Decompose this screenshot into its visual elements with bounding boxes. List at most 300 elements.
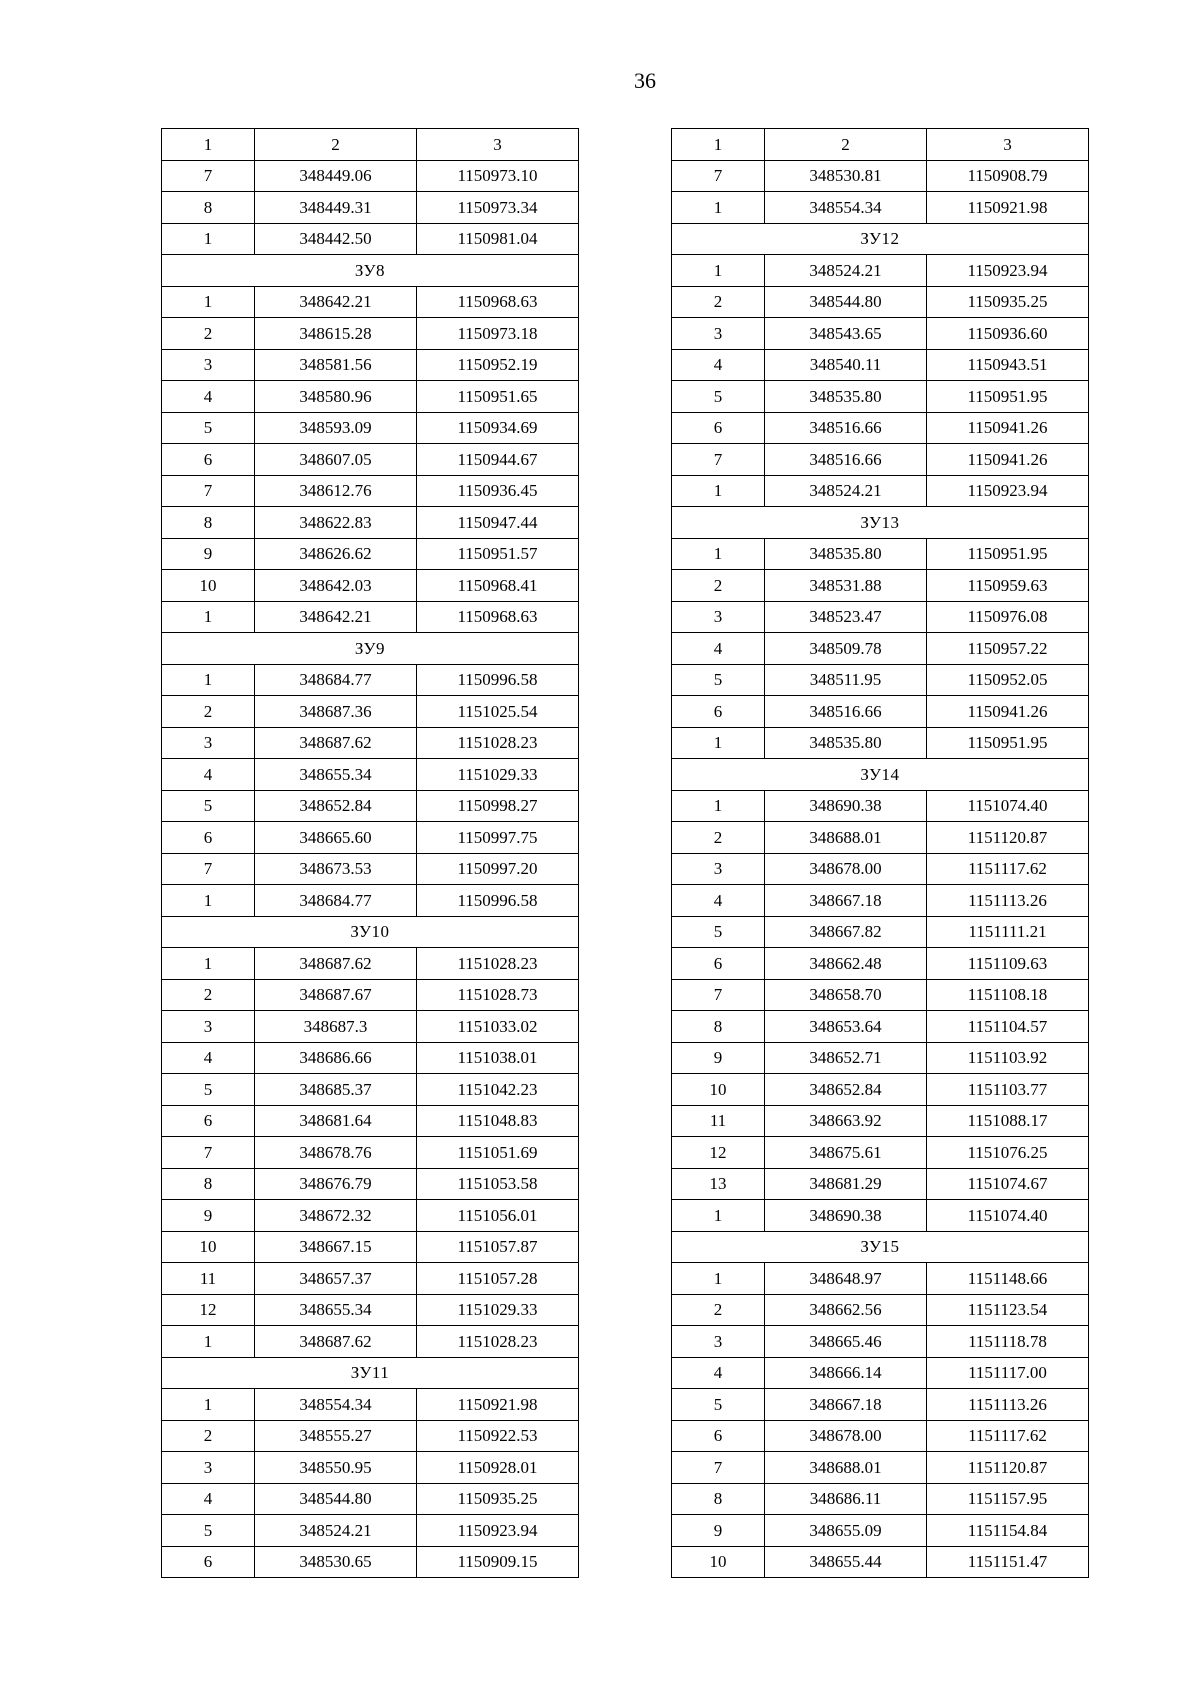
section-title: ЗУ13 [672,507,1089,539]
table-row [162,381,579,413]
y-coordinate-cell: 1151103.92 [927,1042,1089,1074]
table-row [672,1263,1089,1295]
point-number-cell: 1 [162,286,255,318]
y-coordinate-cell: 1150973.10 [417,160,579,192]
x-coordinate-cell: 348688.01 [765,822,927,854]
x-coordinate-cell: 348535.80 [765,727,927,759]
point-number-cell: 6 [672,412,765,444]
x-coordinate-cell: 348684.77 [255,664,417,696]
x-coordinate-cell: 348665.46 [765,1326,927,1358]
x-coordinate-cell: 348652.71 [765,1042,927,1074]
table-row [672,412,1089,444]
x-coordinate-cell: 348678.00 [765,1420,927,1452]
section-title: ЗУ14 [672,759,1089,791]
point-number-cell: 5 [162,790,255,822]
x-coordinate-cell: 348626.62 [255,538,417,570]
x-coordinate-cell: 348516.66 [765,444,927,476]
y-coordinate-cell: 1150957.22 [927,633,1089,665]
y-coordinate-cell: 1151118.78 [927,1326,1089,1358]
y-coordinate-cell: 1150998.27 [417,790,579,822]
y-coordinate-cell: 1150921.98 [417,1389,579,1421]
point-number-cell: 4 [672,1357,765,1389]
table-row [672,853,1089,885]
point-number-cell: 1 [162,948,255,980]
point-number-cell: 7 [162,853,255,885]
x-coordinate-cell: 348667.82 [765,916,927,948]
y-coordinate-cell: 1150943.51 [927,349,1089,381]
point-number-cell: 10 [162,570,255,602]
point-number-cell: 2 [162,1420,255,1452]
column-number-cell: 3 [417,129,579,161]
x-coordinate-cell: 348678.76 [255,1137,417,1169]
table-row [162,1137,579,1169]
x-coordinate-cell: 348652.84 [765,1074,927,1106]
x-coordinate-cell: 348666.14 [765,1357,927,1389]
x-coordinate-cell: 348655.34 [255,1294,417,1326]
point-number-cell: 2 [162,696,255,728]
point-number-cell: 2 [162,318,255,350]
y-coordinate-cell: 1150973.34 [417,192,579,224]
y-coordinate-cell: 1151088.17 [927,1105,1089,1137]
y-coordinate-cell: 1151028.23 [417,1326,579,1358]
point-number-cell: 8 [672,1483,765,1515]
table-row [672,822,1089,854]
point-number-cell: 1 [672,790,765,822]
point-number-cell: 1 [162,664,255,696]
y-coordinate-cell: 1150928.01 [417,1452,579,1484]
x-coordinate-cell: 348449.06 [255,160,417,192]
point-number-cell: 4 [162,759,255,791]
y-coordinate-cell: 1150952.05 [927,664,1089,696]
section-title: ЗУ15 [672,1231,1089,1263]
x-coordinate-cell: 348554.34 [765,192,927,224]
point-number-cell: 5 [672,381,765,413]
table-row [162,885,579,917]
x-coordinate-cell: 348524.21 [765,255,927,287]
point-number-cell: 5 [162,1074,255,1106]
y-coordinate-cell: 1150951.95 [927,381,1089,413]
point-number-cell: 6 [162,1105,255,1137]
x-coordinate-cell: 348687.62 [255,727,417,759]
table-row [672,1074,1089,1106]
x-coordinate-cell: 348653.64 [765,1011,927,1043]
table-row [672,538,1089,570]
point-number-cell: 7 [162,1137,255,1169]
x-coordinate-cell: 348655.34 [255,759,417,791]
table-row [162,475,579,507]
section-row [162,255,579,287]
y-coordinate-cell: 1150923.94 [927,475,1089,507]
table-row [162,570,579,602]
x-coordinate-cell: 348615.28 [255,318,417,350]
x-coordinate-cell: 348543.65 [765,318,927,350]
y-coordinate-cell: 1151108.18 [927,979,1089,1011]
y-coordinate-cell: 1151042.23 [417,1074,579,1106]
y-coordinate-cell: 1150909.15 [417,1546,579,1578]
y-coordinate-cell: 1150951.95 [927,727,1089,759]
x-coordinate-cell: 348667.18 [765,885,927,917]
section-row [162,633,579,665]
table-row [672,1389,1089,1421]
y-coordinate-cell: 1150921.98 [927,192,1089,224]
y-coordinate-cell: 1151056.01 [417,1200,579,1232]
table-row [672,1515,1089,1547]
point-number-cell: 11 [162,1263,255,1295]
table-row [162,192,579,224]
table-row [162,1326,579,1358]
table-header-row [672,129,1089,161]
x-coordinate-cell: 348687.3 [255,1011,417,1043]
x-coordinate-cell: 348652.84 [255,790,417,822]
y-coordinate-cell: 1150936.60 [927,318,1089,350]
x-coordinate-cell: 348687.36 [255,696,417,728]
x-coordinate-cell: 348687.62 [255,1326,417,1358]
point-number-cell: 1 [672,727,765,759]
table-row [162,1515,579,1547]
y-coordinate-cell: 1151028.23 [417,727,579,759]
table-row [672,790,1089,822]
x-coordinate-cell: 348642.21 [255,286,417,318]
point-number-cell: 2 [672,1294,765,1326]
point-number-cell: 2 [672,570,765,602]
section-title: ЗУ10 [162,916,579,948]
point-number-cell: 5 [672,664,765,696]
y-coordinate-cell: 1150968.63 [417,286,579,318]
y-coordinate-cell: 1150935.25 [927,286,1089,318]
point-number-cell: 10 [672,1546,765,1578]
point-number-cell: 2 [672,822,765,854]
x-coordinate-cell: 348516.66 [765,412,927,444]
table-row [672,696,1089,728]
y-coordinate-cell: 1151025.54 [417,696,579,728]
point-number-cell: 10 [672,1074,765,1106]
x-coordinate-cell: 348544.80 [765,286,927,318]
point-number-cell: 9 [162,1200,255,1232]
table-row [672,1200,1089,1232]
x-coordinate-cell: 348662.48 [765,948,927,980]
table-row [672,570,1089,602]
point-number-cell: 13 [672,1168,765,1200]
y-coordinate-cell: 1150981.04 [417,223,579,255]
point-number-cell: 6 [672,696,765,728]
section-row [672,223,1089,255]
table-row [162,318,579,350]
point-number-cell: 3 [162,349,255,381]
y-coordinate-cell: 1151120.87 [927,1452,1089,1484]
table-row [672,916,1089,948]
x-coordinate-cell: 348663.92 [765,1105,927,1137]
x-coordinate-cell: 348673.53 [255,853,417,885]
y-coordinate-cell: 1151076.25 [927,1137,1089,1169]
point-number-cell: 3 [162,1452,255,1484]
y-coordinate-cell: 1151038.01 [417,1042,579,1074]
table-row [162,853,579,885]
x-coordinate-cell: 348686.66 [255,1042,417,1074]
x-coordinate-cell: 348511.95 [765,664,927,696]
point-number-cell: 5 [672,916,765,948]
table-row [672,1294,1089,1326]
section-row [672,1231,1089,1263]
y-coordinate-cell: 1150936.45 [417,475,579,507]
point-number-cell: 7 [672,1452,765,1484]
table-row [672,601,1089,633]
column-number-cell: 1 [672,129,765,161]
point-number-cell: 7 [162,475,255,507]
x-coordinate-cell: 348687.67 [255,979,417,1011]
table-row [162,790,579,822]
table-row [672,664,1089,696]
point-number-cell: 4 [672,633,765,665]
point-number-cell: 8 [162,507,255,539]
table-row [162,1074,579,1106]
y-coordinate-cell: 1151120.87 [927,822,1089,854]
x-coordinate-cell: 348655.09 [765,1515,927,1547]
table-row [672,1326,1089,1358]
x-coordinate-cell: 348642.03 [255,570,417,602]
point-number-cell: 8 [162,1168,255,1200]
x-coordinate-cell: 348550.95 [255,1452,417,1484]
table-row [672,1105,1089,1137]
point-number-cell: 6 [162,444,255,476]
table-row [162,727,579,759]
x-coordinate-cell: 348531.88 [765,570,927,602]
point-number-cell: 12 [672,1137,765,1169]
x-coordinate-cell: 348554.34 [255,1389,417,1421]
x-coordinate-cell: 348540.11 [765,349,927,381]
point-number-cell: 7 [672,979,765,1011]
table-row [672,1420,1089,1452]
y-coordinate-cell: 1151117.62 [927,1420,1089,1452]
point-number-cell: 1 [672,538,765,570]
table-row [162,223,579,255]
point-number-cell: 9 [162,538,255,570]
x-coordinate-cell: 348657.37 [255,1263,417,1295]
point-number-cell: 4 [672,885,765,917]
table-row [162,1263,579,1295]
column-number-cell: 3 [927,129,1089,161]
x-coordinate-cell: 348509.78 [765,633,927,665]
y-coordinate-cell: 1151028.23 [417,948,579,980]
section-title: ЗУ11 [162,1357,579,1389]
table-row [672,1011,1089,1043]
x-coordinate-cell: 348523.47 [765,601,927,633]
x-coordinate-cell: 348648.97 [765,1263,927,1295]
x-coordinate-cell: 348581.56 [255,349,417,381]
point-number-cell: 8 [162,192,255,224]
y-coordinate-cell: 1150923.94 [417,1515,579,1547]
x-coordinate-cell: 348681.29 [765,1168,927,1200]
y-coordinate-cell: 1151028.73 [417,979,579,1011]
table-row [162,1452,579,1484]
point-number-cell: 6 [672,1420,765,1452]
y-coordinate-cell: 1150952.19 [417,349,579,381]
x-coordinate-cell: 348449.31 [255,192,417,224]
table-row [672,633,1089,665]
y-coordinate-cell: 1150951.95 [927,538,1089,570]
section-title: ЗУ8 [162,255,579,287]
table-row [672,160,1089,192]
x-coordinate-cell: 348672.32 [255,1200,417,1232]
table-row [162,1294,579,1326]
table-row [162,696,579,728]
table-row [162,1042,579,1074]
section-row [672,507,1089,539]
y-coordinate-cell: 1150947.44 [417,507,579,539]
point-number-cell: 5 [162,1515,255,1547]
point-number-cell: 1 [672,255,765,287]
y-coordinate-cell: 1151109.63 [927,948,1089,980]
x-coordinate-cell: 348593.09 [255,412,417,444]
x-coordinate-cell: 348684.77 [255,885,417,917]
x-coordinate-cell: 348686.11 [765,1483,927,1515]
y-coordinate-cell: 1151154.84 [927,1515,1089,1547]
section-title: ЗУ12 [672,223,1089,255]
x-coordinate-cell: 348530.81 [765,160,927,192]
table-row [672,948,1089,980]
table-header-row [162,129,579,161]
table-row [162,1546,579,1578]
y-coordinate-cell: 1150996.58 [417,664,579,696]
table-row [162,444,579,476]
y-coordinate-cell: 1151151.47 [927,1546,1089,1578]
table-row [162,1483,579,1515]
table-row [672,475,1089,507]
point-number-cell: 6 [162,822,255,854]
point-number-cell: 7 [672,160,765,192]
y-coordinate-cell: 1151117.00 [927,1357,1089,1389]
x-coordinate-cell: 348642.21 [255,601,417,633]
point-number-cell: 1 [672,475,765,507]
y-coordinate-cell: 1150951.65 [417,381,579,413]
x-coordinate-cell: 348516.66 [765,696,927,728]
table-row [672,318,1089,350]
section-row [162,1357,579,1389]
x-coordinate-cell: 348678.00 [765,853,927,885]
table-row [672,727,1089,759]
table-row [162,507,579,539]
x-coordinate-cell: 348524.21 [255,1515,417,1547]
table-row [672,1137,1089,1169]
table-row [162,412,579,444]
page-number: 36 [634,68,656,93]
y-coordinate-cell: 1151074.40 [927,1200,1089,1232]
x-coordinate-cell: 348524.21 [765,475,927,507]
x-coordinate-cell: 348676.79 [255,1168,417,1200]
table-row [672,349,1089,381]
point-number-cell: 1 [162,1389,255,1421]
table-row [162,1389,579,1421]
table-row [162,601,579,633]
table-row [162,759,579,791]
x-coordinate-cell: 348662.56 [765,1294,927,1326]
point-number-cell: 8 [672,1011,765,1043]
x-coordinate-cell: 348612.76 [255,475,417,507]
y-coordinate-cell: 1150935.25 [417,1483,579,1515]
x-coordinate-cell: 348658.70 [765,979,927,1011]
table-row [672,885,1089,917]
y-coordinate-cell: 1151074.67 [927,1168,1089,1200]
section-row [162,916,579,948]
point-number-cell: 10 [162,1231,255,1263]
table-row [672,1042,1089,1074]
point-number-cell: 3 [672,1326,765,1358]
table-row [672,1483,1089,1515]
point-number-cell: 2 [672,286,765,318]
x-coordinate-cell: 348580.96 [255,381,417,413]
table-row [672,979,1089,1011]
table-row [162,1011,579,1043]
y-coordinate-cell: 1150908.79 [927,160,1089,192]
x-coordinate-cell: 348655.44 [765,1546,927,1578]
point-number-cell: 3 [162,1011,255,1043]
x-coordinate-cell: 348667.15 [255,1231,417,1263]
y-coordinate-cell: 1150976.08 [927,601,1089,633]
y-coordinate-cell: 1151103.77 [927,1074,1089,1106]
table-row [162,1168,579,1200]
point-number-cell: 1 [162,1326,255,1358]
y-coordinate-cell: 1150997.75 [417,822,579,854]
x-coordinate-cell: 348667.18 [765,1389,927,1421]
point-number-cell: 2 [162,979,255,1011]
table-row [672,1168,1089,1200]
column-number-cell: 1 [162,129,255,161]
point-number-cell: 4 [162,1042,255,1074]
y-coordinate-cell: 1151057.28 [417,1263,579,1295]
y-coordinate-cell: 1151033.02 [417,1011,579,1043]
y-coordinate-cell: 1151057.87 [417,1231,579,1263]
y-coordinate-cell: 1150968.41 [417,570,579,602]
point-number-cell: 4 [162,381,255,413]
point-number-cell: 3 [672,601,765,633]
table-row [162,948,579,980]
table-row [672,1546,1089,1578]
y-coordinate-cell: 1151048.83 [417,1105,579,1137]
x-coordinate-cell: 348442.50 [255,223,417,255]
y-coordinate-cell: 1150944.67 [417,444,579,476]
table-row [162,286,579,318]
y-coordinate-cell: 1151111.21 [927,916,1089,948]
point-number-cell: 11 [672,1105,765,1137]
x-coordinate-cell: 348607.05 [255,444,417,476]
y-coordinate-cell: 1151113.26 [927,1389,1089,1421]
table-row [672,381,1089,413]
point-number-cell: 7 [162,160,255,192]
point-number-cell: 3 [672,318,765,350]
table-row [672,1452,1089,1484]
point-number-cell: 7 [672,444,765,476]
table-row [162,160,579,192]
point-number-cell: 6 [672,948,765,980]
table-row [162,349,579,381]
x-coordinate-cell: 348688.01 [765,1452,927,1484]
y-coordinate-cell: 1151117.62 [927,853,1089,885]
x-coordinate-cell: 348687.62 [255,948,417,980]
column-number-cell: 2 [765,129,927,161]
y-coordinate-cell: 1150923.94 [927,255,1089,287]
point-number-cell: 6 [162,1546,255,1578]
y-coordinate-cell: 1151157.95 [927,1483,1089,1515]
y-coordinate-cell: 1150951.57 [417,538,579,570]
y-coordinate-cell: 1150959.63 [927,570,1089,602]
x-coordinate-cell: 348535.80 [765,538,927,570]
point-number-cell: 1 [672,192,765,224]
x-coordinate-cell: 348690.38 [765,1200,927,1232]
table-row [162,1231,579,1263]
left-coordinates-table [161,128,579,1578]
x-coordinate-cell: 348535.80 [765,381,927,413]
point-number-cell: 1 [162,885,255,917]
x-coordinate-cell: 348544.80 [255,1483,417,1515]
